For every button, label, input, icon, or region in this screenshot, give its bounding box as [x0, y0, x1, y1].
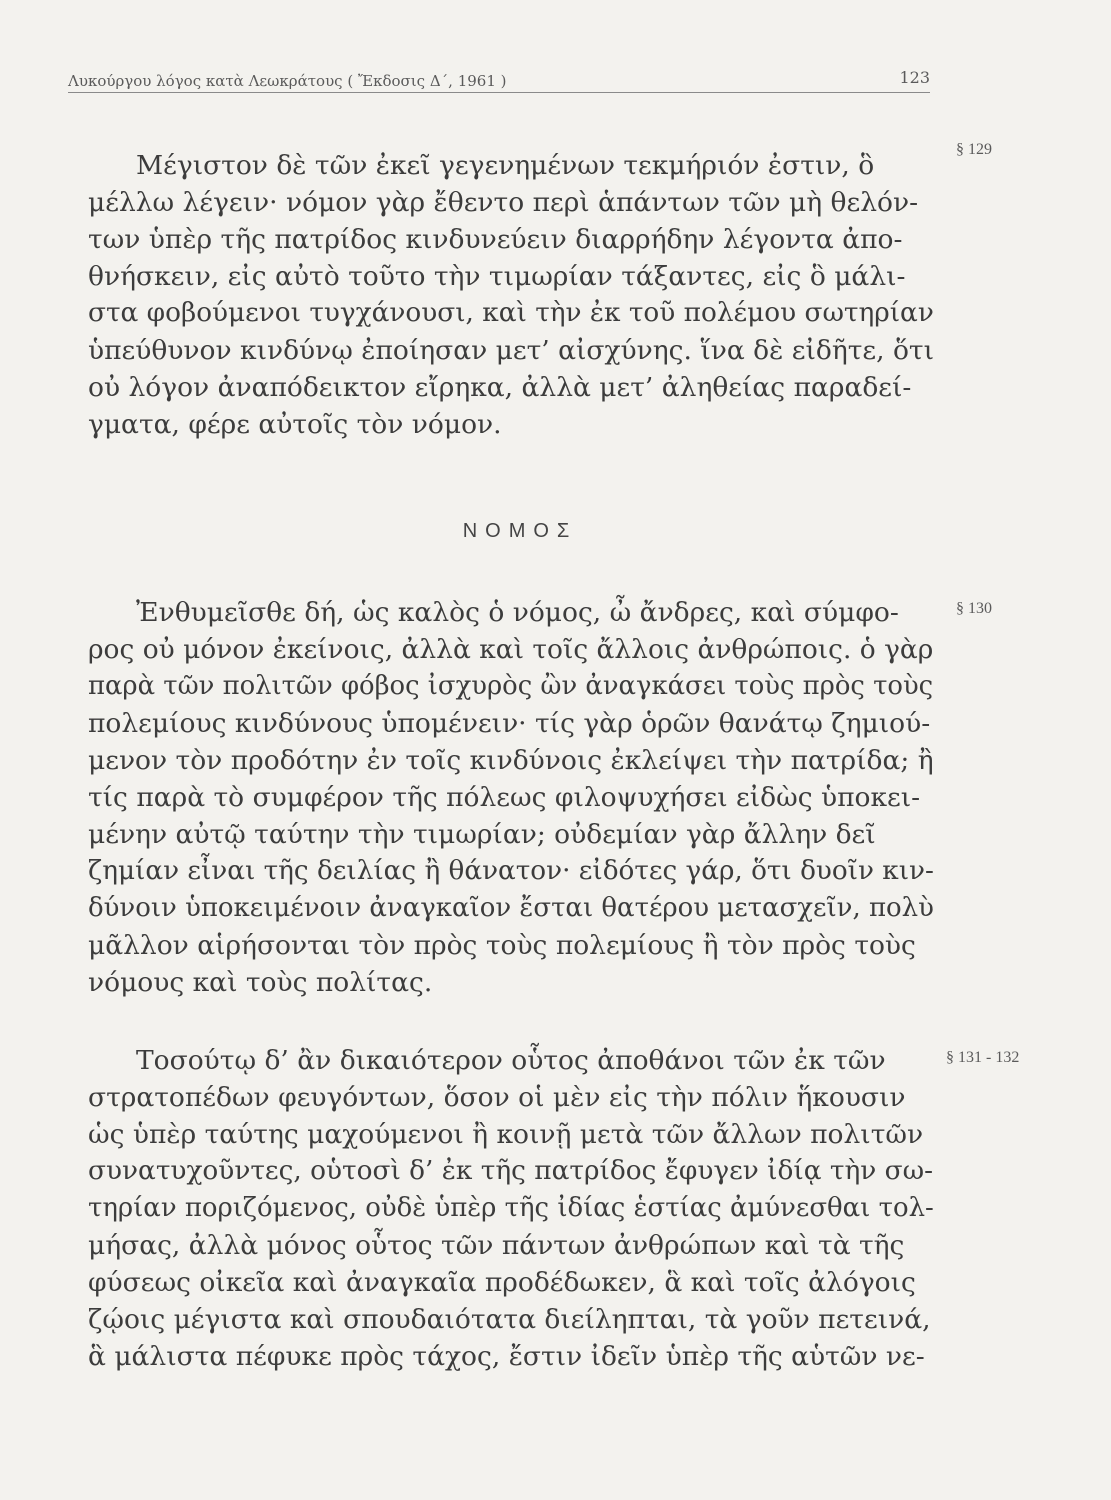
text-line: ζημίαν εἶναι τῆς δειλίας ἢ θάνατον· εἰδότες γάρ, ὅτι δυοῖν κιν- [88, 856, 934, 886]
text-line: στρατοπέδων φευγόντων, ὅσον οἱ μὲν εἰς τὴν πόλιν ἥκουσιν [88, 1082, 906, 1113]
section-mark-130: § 130 [956, 600, 992, 617]
text-line: θνήσκειν, εἰς αὐτὸ τοῦτο τὴν τιμωρίαν τάξαντες, εἰς ὃ μάλι- [88, 261, 906, 292]
text-line: γματα, φέρε αὐτοῖς τὸν νόμον. [88, 409, 502, 440]
text-line: των ὑπὲρ τῆς πατρίδος κινδυνεύειν διαρρήδην λέγοντα ἀπο- [88, 224, 903, 255]
law-heading: ΝΟΜΟΣ [462, 520, 578, 542]
text-line: συνατυχοῦντες, οὑτοσὶ δ’ ἐκ τῆς πατρίδος ἔφυγεν ἰδίᾳ τὴν σω- [88, 1156, 934, 1186]
running-header [68, 68, 930, 93]
text-line: ὡς ὑπὲρ ταύτης μαχούμενοι ἢ κοινῇ μετὰ τῶν ἄλλων πολιτῶν [88, 1119, 924, 1150]
text-line: ὑπεύθυνον κινδύνῳ ἐποίησαν μετ’ αἰσχύνης. ἵνα δὲ εἰδῆτε, ὅτι [88, 335, 934, 366]
text-line: πολεμίους κινδύνους ὑπομένειν· τίς γὰρ ὁρῶν θανάτῳ ζημιού- [88, 708, 931, 739]
text-line: μέλλω λέγειν· νόμον γὰρ ἔθεντο περὶ ἁπάντων τῶν μὴ θελόν- [88, 187, 919, 218]
paragraph-129 [88, 147, 934, 443]
text-line: Ἐνθυμεῖσθε δή, ὡς καλὸς ὁ νόμος, ὦ ἄνδρες, καὶ σύμφο- [136, 597, 899, 628]
paragraph-131-132 [88, 1042, 934, 1375]
text-line: ρος οὐ μόνον ἐκείνοις, ἀλλὰ καὶ τοῖς ἄλλοις ἀνθρώποις. ὁ γὰρ [88, 634, 934, 665]
paragraph-130 [88, 594, 934, 1001]
section-mark-129: § 129 [956, 141, 992, 158]
text-line: στα φοβούμενοι τυγχάνουσι, καὶ τὴν ἐκ τοῦ πολέμου σωτηρίαν [88, 298, 934, 328]
text-line: ζῴοις μέγιστα καὶ σπουδαιότατα διείληπται, τὰ γοῦν πετεινά, [88, 1304, 931, 1335]
text-line: μένην αὐτῷ ταύτην τὴν τιμωρίαν; οὐδεμίαν γὰρ ἄλλην δεῖ [88, 819, 876, 850]
text-line: παρὰ τῶν πολιτῶν φόβος ἰσχυρὸς ὢν ἀναγκάσει τοὺς πρὸς τοὺς [88, 671, 934, 701]
text-line: οὐ λόγον ἀναπόδεικτον εἴρηκα, ἀλλὰ μετ’ ἀληθείας παραδεί- [88, 372, 912, 403]
page-number: 123 [899, 68, 930, 87]
text-line: μενον τὸν προδότην ἐν τοῖς κινδύνοις ἐκλείψει τὴν πατρίδα; ἢ [88, 745, 934, 776]
text-line: τίς παρὰ τὸ συμφέρον τῆς πόλεως φιλοψυχήσει εἰδὼς ὑποκει- [88, 782, 921, 813]
text-line: φύσεως οἰκεῖα καὶ ἀναγκαῖα προδέδωκεν, ἃ καὶ τοῖς ἀλόγοις [88, 1267, 916, 1298]
running-title: Λυκούργου λόγος κατὰ Λεωκράτους ( Ἔκδοσις Δ΄, 1961 ) [68, 72, 507, 90]
text-line: δύνοιν ὑποκειμένοιν ἀναγκαῖον ἔσται θατέρου μετασχεῖν, πολὺ [88, 893, 934, 923]
text-line: μᾶλλον αἱρήσονται τὸν πρὸς τοὺς πολεμίους ἢ τὸν πρὸς τοὺς [88, 930, 916, 961]
text-line: Μέγιστον δὲ τῶν ἐκεῖ γεγενημένων τεκμήριόν ἐστιν, ὃ [136, 150, 875, 181]
text-line: νόμους καὶ τοὺς πολίτας. [88, 967, 433, 998]
section-mark-131-132: § 131 - 132 [946, 1049, 1020, 1066]
text-line: Τοσούτῳ δ’ ἂν δικαιότερον οὗτος ἀποθάνοι τῶν ἐκ τῶν [136, 1045, 886, 1076]
text-line: τηρίαν ποριζόμενος, οὐδὲ ὑπὲρ τῆς ἰδίας ἑστίας ἀμύνεσθαι τολ- [88, 1193, 934, 1223]
text-line: ἃ μάλιστα πέφυκε πρὸς τάχος, ἔστιν ἰδεῖν ὑπὲρ τῆς αὑτῶν νε- [88, 1341, 925, 1372]
text-line: μήσας, ἀλλὰ μόνος οὗτος τῶν πάντων ἀνθρώπων καὶ τὰ τῆς [88, 1230, 905, 1261]
